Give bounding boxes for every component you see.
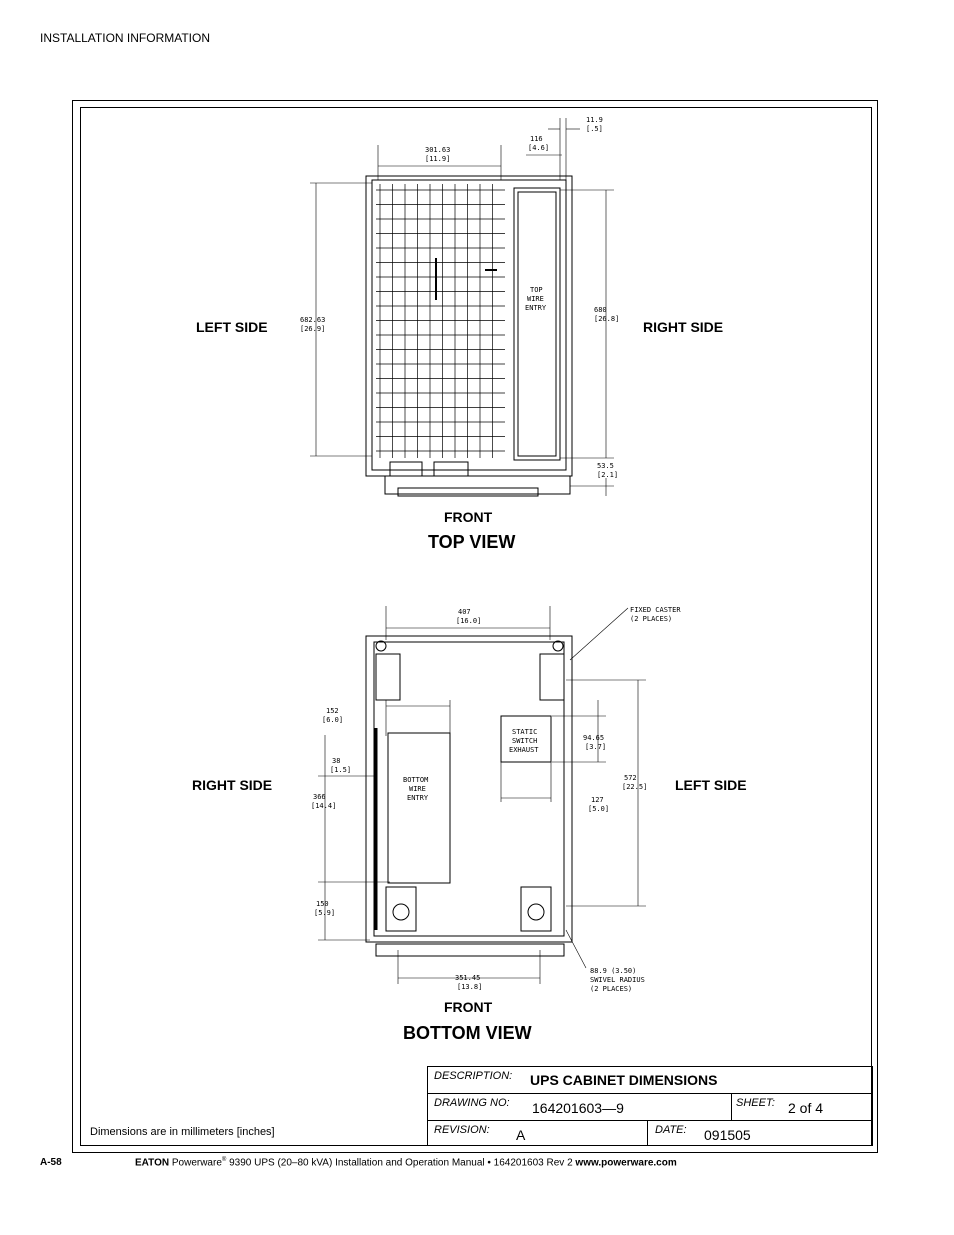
- footer-url: www.powerware.com: [575, 1157, 677, 1169]
- top-wire-entry-2: WIRE: [527, 295, 544, 303]
- title-block-row-drawing: [428, 1094, 872, 1121]
- top-view-dimension-lines: [310, 118, 614, 496]
- callout-swivel-3: (2 PLACES): [590, 985, 633, 993]
- date-label: DATE:: [655, 1124, 687, 1136]
- static-switch-exhaust-1: STATIC: [512, 728, 538, 736]
- top-view-title: TOP VIEW: [428, 532, 516, 552]
- bottom-view-front-label: FRONT: [444, 999, 493, 1015]
- dim-top-height-left: 682.63: [300, 316, 326, 324]
- dim-351-in: [13.8]: [457, 983, 483, 991]
- dim-127: 127: [591, 796, 604, 804]
- title-block-row-description: [428, 1067, 872, 1094]
- dim-94-in: [3.7]: [585, 743, 607, 751]
- bottom-wire-entry-1: BOTTOM: [403, 776, 429, 784]
- footer-reg: ®: [221, 1157, 227, 1163]
- drawing-no-value: 164201603—9: [532, 1100, 624, 1116]
- section-header: INSTALLATION INFORMATION: [40, 31, 211, 45]
- top-view-cabinet: [366, 176, 572, 496]
- date-value: 091505: [704, 1127, 751, 1143]
- dim-152-in: [6.0]: [322, 716, 344, 724]
- bottom-view-left-side-label: LEFT SIDE: [675, 777, 747, 793]
- dim-572-in: [22.5]: [622, 783, 648, 791]
- top-wire-entry-3: ENTRY: [525, 304, 547, 312]
- drawing-no-label: DRAWING NO:: [434, 1097, 510, 1109]
- footer-manual: 9390 UPS (20–80 kVA) Installation and Operation Manual • 164201603 Rev 2: [226, 1157, 576, 1169]
- dim-572: 572: [624, 774, 637, 782]
- dim-top-bottom-right: 53.5: [597, 462, 614, 470]
- static-switch-exhaust-2: SWITCH: [512, 737, 538, 745]
- title-block-row-revision: [428, 1121, 872, 1146]
- callout-fixed-caster-1: FIXED CASTER: [630, 606, 681, 614]
- dim-366-in: [14.4]: [311, 802, 337, 810]
- dim-366: 366: [313, 793, 326, 801]
- dim-top-width-b-in: [4.6]: [528, 144, 550, 152]
- top-view-right-side-label: RIGHT SIDE: [643, 319, 724, 335]
- bottom-view-dimensions: [311, 606, 681, 993]
- callout-swivel-1: 88.9 (3.50): [590, 967, 637, 975]
- dim-top-width-a: 301.63: [425, 146, 451, 154]
- dim-152: 152: [326, 707, 339, 715]
- static-switch-exhaust-3: EXHAUST: [509, 746, 539, 754]
- dim-top-height-left-in: [26.9]: [300, 325, 326, 333]
- bottom-view-cabinet: [366, 636, 572, 956]
- sheet-value: 2 of 4: [788, 1100, 824, 1116]
- bottom-view-dimension-lines: [318, 606, 646, 984]
- title-block: [427, 1066, 873, 1146]
- bottom-wire-entry-2: WIRE: [409, 785, 426, 793]
- dim-top-bottom-right-in: [2.1]: [597, 471, 619, 479]
- dim-top-width-a-in: [11.9]: [425, 155, 451, 163]
- top-view-front-label: FRONT: [444, 509, 493, 525]
- dim-150-in: [5.9]: [314, 909, 336, 917]
- top-view-dimensions: [300, 116, 619, 479]
- callout-fixed-caster-2: (2 PLACES): [630, 615, 673, 623]
- footer-product: Powerware: [171, 1157, 222, 1169]
- top-view-left-side-label: LEFT SIDE: [196, 319, 268, 335]
- revision-value: A: [516, 1127, 526, 1143]
- description-label: DESCRIPTION:: [434, 1070, 513, 1082]
- dim-351: 351.45: [455, 974, 481, 982]
- dim-127-in: [5.0]: [588, 805, 610, 813]
- dim-top-height-right-in: [26.8]: [594, 315, 620, 323]
- units-note: Dimensions are in millimeters [inches]: [90, 1126, 275, 1138]
- description-value: UPS CABINET DIMENSIONS: [530, 1072, 718, 1088]
- sheet-label: SHEET:: [736, 1097, 775, 1109]
- dim-top-width-c-in: [.5]: [586, 125, 603, 133]
- dim-150: 150: [316, 900, 329, 908]
- dim-bottom-top-width-in: [16.0]: [456, 617, 482, 625]
- top-wire-entry-1: TOP: [530, 286, 543, 294]
- bottom-view-right-side-label: RIGHT SIDE: [192, 777, 273, 793]
- dim-top-height-right: 680: [594, 306, 607, 314]
- bottom-wire-entry-3: ENTRY: [407, 794, 429, 802]
- bottom-view-title: BOTTOM VIEW: [403, 1023, 532, 1043]
- dim-top-width-b: 116: [530, 135, 543, 143]
- footer-text: [135, 1157, 677, 1168]
- page-number: A-58: [40, 1157, 62, 1168]
- dim-94: 94.65: [583, 734, 605, 742]
- callout-swivel-2: SWIVEL RADIUS: [590, 976, 645, 984]
- dim-38-in: [1.5]: [330, 766, 352, 774]
- revision-label: REVISION:: [434, 1124, 490, 1136]
- dim-top-width-c: 11.9: [586, 116, 603, 124]
- dim-bottom-top-width: 407: [458, 608, 471, 616]
- dim-38: 38: [332, 757, 341, 765]
- footer-brand: EATON: [135, 1157, 170, 1169]
